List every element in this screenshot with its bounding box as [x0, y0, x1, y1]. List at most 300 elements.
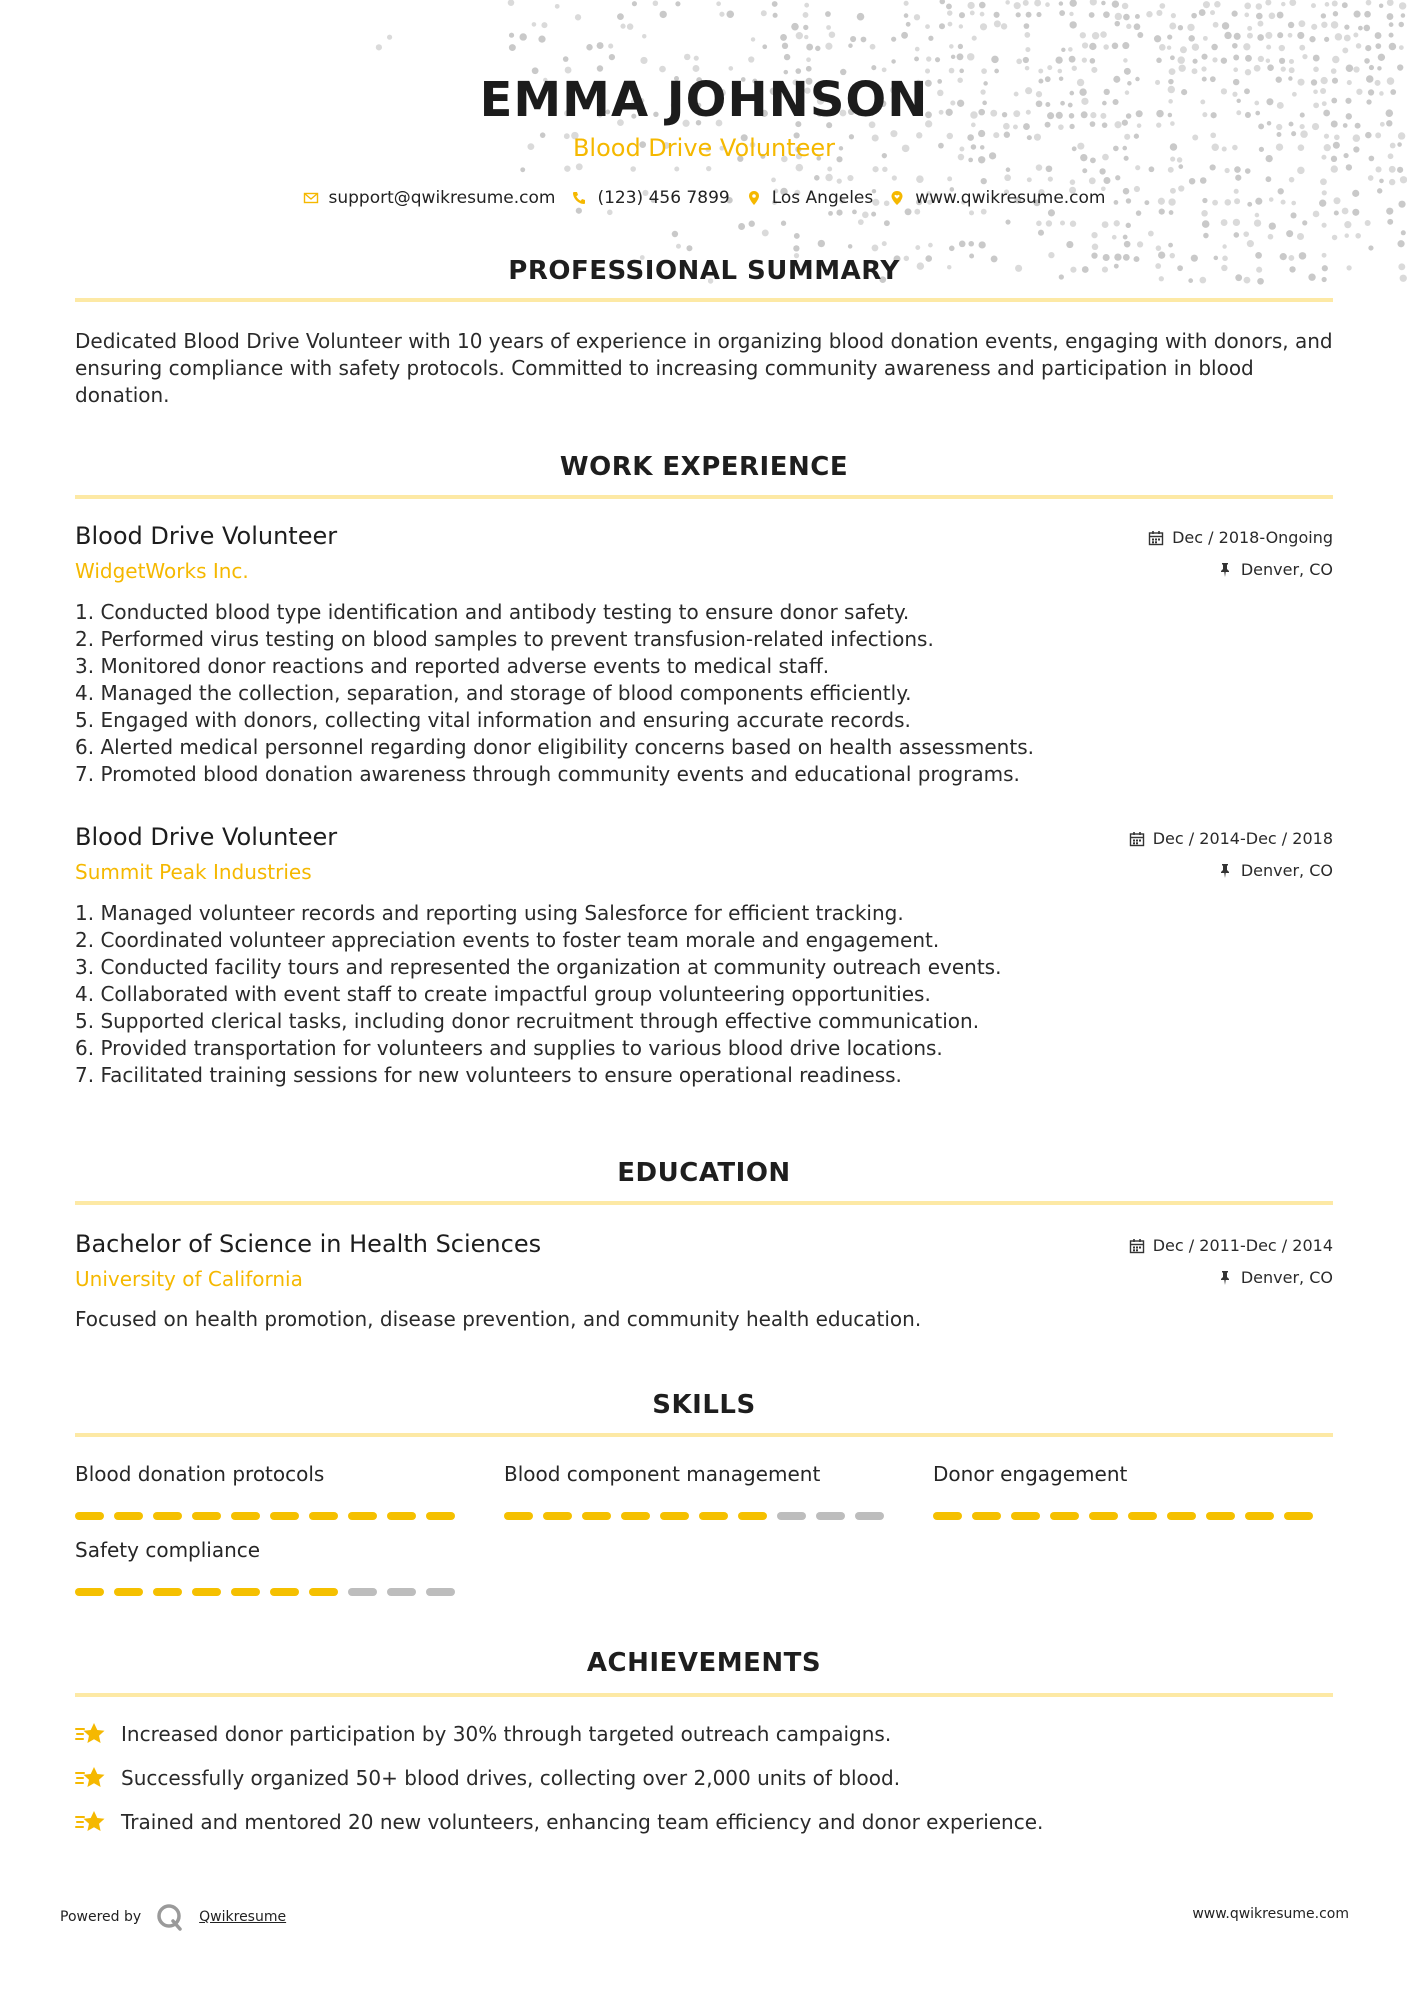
pattern-dot — [1379, 179, 1384, 184]
pattern-dot — [1232, 11, 1238, 17]
candidate-name: EMMA JOHNSON — [479, 72, 929, 128]
pattern-dot — [1156, 10, 1162, 16]
pattern-dot — [1346, 265, 1351, 270]
pattern-dot — [1398, 132, 1405, 139]
pattern-dot — [891, 37, 896, 42]
pattern-dot — [1302, 54, 1307, 59]
pattern-dot — [1400, 275, 1407, 282]
achievement-item — [75, 1720, 1333, 1748]
pattern-dot — [781, 221, 786, 226]
pattern-dot — [1397, 142, 1402, 147]
pattern-dot — [1202, 220, 1210, 228]
pattern-dot — [1309, 36, 1315, 42]
pattern-dot — [803, 25, 808, 30]
shooting-star-icon — [75, 1764, 107, 1792]
pattern-dot — [1366, 75, 1374, 83]
pattern-dot — [1321, 22, 1327, 28]
pattern-dot — [1159, 208, 1165, 214]
pattern-dot — [1026, 12, 1032, 18]
pattern-dot — [1397, 240, 1404, 247]
section-title-experience: WORK EXPERIENCE — [559, 452, 849, 482]
skill-segment — [231, 1512, 260, 1520]
pattern-dot — [857, 13, 865, 21]
pattern-dot — [508, 0, 515, 6]
pattern-dot — [884, 220, 890, 226]
pattern-dot — [1352, 209, 1359, 216]
pattern-dot — [793, 245, 799, 251]
pattern-dot — [1375, 43, 1381, 49]
pattern-dot — [1289, 177, 1295, 183]
pattern-dot — [519, 33, 526, 40]
section-divider — [75, 1201, 1333, 1205]
job-location-text: Denver, CO — [1240, 861, 1333, 880]
pattern-dot — [796, 164, 804, 172]
skill-segment — [75, 1588, 104, 1596]
pattern-dot — [1192, 43, 1199, 50]
pattern-dot — [1024, 23, 1030, 29]
skill-segment — [1128, 1512, 1157, 1520]
pattern-dot — [1387, 219, 1393, 225]
pattern-dot — [1247, 240, 1254, 247]
pattern-dot — [1114, 220, 1120, 226]
pattern-dot — [1025, 66, 1030, 71]
pattern-dot — [1167, 45, 1171, 49]
candidate-title: Blood Drive Volunteer — [572, 134, 836, 162]
pattern-dot — [1199, 9, 1206, 16]
pattern-dot — [1365, 132, 1371, 138]
pattern-dot — [1243, 231, 1249, 237]
pattern-dot — [1233, 219, 1240, 226]
pattern-dot — [1234, 33, 1241, 40]
pattern-dot — [1178, 164, 1183, 169]
pattern-dot — [1266, 176, 1272, 182]
pattern-dot — [1112, 235, 1117, 240]
job-location — [1217, 861, 1333, 880]
pattern-dot — [1379, 91, 1384, 96]
pattern-dot — [1389, 166, 1396, 173]
pattern-dot — [1388, 153, 1394, 159]
pattern-dot — [1048, 209, 1055, 216]
pattern-dot — [1103, 44, 1109, 50]
pattern-dot — [1016, 59, 1022, 65]
contact-bar — [75, 188, 1333, 208]
pattern-dot — [575, 14, 581, 20]
pattern-dot — [1045, 2, 1050, 7]
skill-segment — [387, 1588, 416, 1596]
pattern-dot — [1122, 42, 1129, 49]
qwikresume-link[interactable]: Qwikresume — [199, 1909, 287, 1925]
pattern-dot — [804, 3, 809, 8]
skill-segment — [348, 1588, 377, 1596]
pattern-dot — [949, 44, 954, 49]
pattern-dot — [1356, 43, 1362, 49]
skill-item — [75, 1538, 455, 1596]
pattern-dot — [1014, 2, 1021, 9]
skill-segment — [192, 1512, 221, 1520]
skill-segment — [153, 1588, 182, 1596]
pattern-dot — [1344, 24, 1349, 29]
education-location-text: Denver, CO — [1240, 1268, 1333, 1287]
pattern-dot — [1148, 231, 1154, 237]
pattern-dot — [1046, 165, 1053, 172]
pattern-dot — [1070, 179, 1076, 185]
pattern-dot — [1364, 11, 1371, 18]
pattern-dot — [1364, 58, 1370, 64]
summary-text: Dedicated Blood Drive Volunteer with 10 years of experience in organizing blood donation events, engaging with donors, and ensuring compliance with safety protocols. Committed to increasing community awareness and participation in blood donation. — [75, 329, 1333, 407]
skill-name: Blood component management — [504, 1462, 821, 1486]
pattern-dot — [948, 22, 953, 27]
pattern-dot — [1203, 36, 1208, 41]
pattern-dot — [939, 23, 945, 29]
pattern-dot — [915, 245, 920, 250]
pattern-dot — [1212, 57, 1217, 62]
pattern-dot — [1286, 230, 1293, 237]
pattern-dot — [1331, 165, 1338, 172]
pattern-dot — [1386, 109, 1394, 117]
pattern-dot — [1115, 13, 1122, 20]
contact-website[interactable] — [889, 188, 1105, 208]
pattern-dot — [728, 66, 733, 71]
skill-segment — [738, 1512, 767, 1520]
job-company: WidgetWorks Inc. — [75, 559, 249, 583]
pattern-dot — [772, 1, 778, 7]
pattern-dot — [1269, 222, 1276, 229]
pattern-dot — [782, 43, 788, 49]
pattern-dot — [959, 241, 966, 248]
pattern-dot — [1244, 13, 1249, 18]
pattern-dot — [1180, 46, 1187, 53]
skill-segment — [1050, 1512, 1079, 1520]
pattern-dot — [1005, 0, 1010, 5]
pattern-dot — [967, 2, 974, 9]
pattern-dot — [1366, 99, 1371, 104]
pattern-dot — [509, 44, 516, 51]
pattern-dot — [1221, 219, 1228, 226]
contact-email[interactable] — [303, 188, 556, 208]
pushpin-icon — [1217, 562, 1233, 578]
pattern-dot — [642, 34, 646, 38]
pattern-dot — [672, 231, 678, 237]
phone-icon — [571, 190, 587, 206]
pattern-dot — [1355, 123, 1361, 129]
pattern-dot — [1159, 3, 1165, 9]
list-item: 7. Promoted blood donation awareness through community events and educational programs. — [75, 762, 1020, 786]
pattern-dot — [694, 56, 699, 61]
pattern-dot — [738, 223, 745, 230]
pattern-dot — [959, 12, 965, 18]
pattern-dot — [901, 32, 908, 39]
pattern-dot — [1258, 21, 1264, 27]
pattern-dot — [1334, 210, 1339, 215]
pattern-dot — [1390, 89, 1396, 95]
skill-segment — [153, 1512, 182, 1520]
job-date-text: Dec / 2014-Dec / 2018 — [1152, 829, 1333, 848]
job-responsibilities — [75, 900, 1001, 1089]
pattern-dot — [916, 175, 924, 183]
pattern-dot — [1167, 34, 1172, 39]
pattern-dot — [796, 32, 803, 39]
section-divider — [75, 298, 1333, 302]
pattern-dot — [630, 166, 636, 172]
pattern-dot — [1027, 177, 1032, 182]
pattern-dot — [726, 10, 734, 18]
pattern-dot — [979, 2, 986, 9]
pattern-dot — [1353, 134, 1361, 142]
contact-phone[interactable] — [571, 188, 729, 208]
pattern-dot — [1324, 37, 1329, 42]
pattern-dot — [1345, 233, 1349, 237]
pattern-dot — [1091, 232, 1097, 238]
pattern-dot — [1222, 22, 1229, 29]
pattern-dot — [1214, 1, 1220, 7]
pattern-dot — [1366, 0, 1372, 5]
skill-segment — [972, 1512, 1001, 1520]
pattern-dot — [1399, 2, 1406, 9]
pattern-dot — [1375, 132, 1381, 138]
pattern-dot — [826, 25, 831, 30]
pattern-dot — [1159, 44, 1166, 51]
pattern-dot — [1353, 146, 1359, 152]
pattern-dot — [541, 22, 547, 28]
pattern-dot — [1122, 3, 1129, 10]
pattern-dot — [576, 208, 582, 214]
pattern-dot — [806, 57, 811, 62]
pattern-dot — [1171, 13, 1176, 18]
pattern-dot — [852, 210, 857, 215]
pattern-dot — [1169, 23, 1176, 30]
pattern-dot — [640, 57, 647, 64]
pattern-dot — [968, 241, 974, 247]
job-location-text: Denver, CO — [1240, 560, 1333, 579]
pattern-dot — [914, 14, 920, 20]
education-description: Focused on health promotion, disease prevention, and community health education. — [75, 1307, 922, 1331]
pattern-dot — [780, 34, 787, 41]
section-divider — [75, 495, 1333, 499]
pattern-dot — [576, 163, 583, 170]
pattern-dot — [1375, 32, 1382, 39]
pattern-dot — [1203, 1, 1210, 8]
pattern-dot — [1281, 2, 1286, 7]
pattern-dot — [597, 65, 603, 71]
skill-segment — [816, 1512, 845, 1520]
pattern-dot — [915, 47, 920, 52]
pattern-dot — [1313, 211, 1320, 218]
pattern-dot — [825, 174, 832, 181]
pattern-dot — [848, 244, 853, 249]
pattern-dot — [858, 219, 864, 225]
pattern-dot — [719, 12, 724, 17]
pattern-dot — [749, 221, 755, 227]
pattern-dot — [914, 57, 919, 62]
job-date — [1129, 829, 1333, 848]
pattern-dot — [848, 43, 853, 48]
pattern-dot — [1266, 58, 1270, 62]
pattern-dot — [1288, 22, 1294, 28]
pattern-dot — [1233, 55, 1239, 61]
pattern-dot — [1189, 178, 1196, 185]
pattern-dot — [1333, 11, 1338, 16]
calendar-icon — [1129, 1238, 1145, 1254]
pattern-dot — [1332, 56, 1339, 63]
pattern-dot — [1247, 26, 1252, 31]
pattern-dot — [762, 44, 767, 49]
pattern-dot — [620, 24, 625, 29]
pattern-dot — [925, 24, 930, 29]
pattern-dot — [804, 35, 808, 39]
pattern-dot — [1297, 32, 1304, 39]
pattern-dot — [1297, 233, 1304, 240]
pattern-dot — [1401, 13, 1406, 18]
job-role: Blood Drive Volunteer — [75, 522, 338, 550]
qwikresume-logo-icon — [155, 1902, 185, 1932]
pattern-dot — [771, 178, 776, 183]
pattern-dot — [1352, 190, 1359, 197]
footer-url[interactable]: www.qwikresume.com — [1192, 1906, 1349, 1922]
skill-segment — [1167, 1512, 1196, 1520]
list-item: 4. Managed the collection, separation, and storage of blood components efficiently. — [75, 681, 912, 705]
pattern-dot — [716, 1, 721, 6]
pattern-dot — [1364, 25, 1371, 32]
pattern-dot — [627, 23, 633, 29]
pattern-dot — [1101, 1, 1105, 5]
location-heart-icon — [889, 190, 905, 206]
pattern-dot — [1069, 12, 1073, 16]
achievement-item — [75, 1808, 1333, 1836]
pattern-dot — [814, 175, 820, 181]
pattern-dot — [653, 0, 659, 6]
pattern-dot — [1023, 0, 1029, 6]
pattern-dot — [1380, 122, 1385, 127]
pattern-dot — [1082, 168, 1087, 173]
pattern-dot — [1311, 3, 1316, 8]
pattern-dot — [1279, 45, 1285, 51]
pattern-dot — [980, 23, 987, 30]
pattern-dot — [1331, 21, 1338, 28]
pattern-dot — [597, 42, 604, 49]
pattern-dot — [674, 167, 679, 172]
pattern-dot — [1277, 12, 1284, 19]
pattern-dot — [1006, 167, 1011, 172]
pattern-dot — [1257, 34, 1264, 41]
education-school: University of California — [75, 1267, 303, 1291]
pattern-dot — [1046, 220, 1052, 226]
pattern-dot — [684, 54, 690, 60]
pattern-dot — [1082, 58, 1087, 63]
achievement-item — [75, 1764, 1333, 1792]
pattern-dot — [1398, 263, 1405, 270]
envelope-icon — [303, 190, 319, 206]
skill-segment — [348, 1512, 377, 1520]
pattern-dot — [1089, 12, 1095, 18]
pattern-dot — [1234, 166, 1241, 173]
job-date-text: Dec / 2018-Ongoing — [1172, 528, 1333, 547]
pattern-dot — [586, 44, 592, 50]
pattern-dot — [981, 178, 987, 184]
pattern-dot — [1168, 167, 1174, 173]
skill-segment — [231, 1588, 260, 1596]
skill-segment — [309, 1588, 338, 1596]
skill-segment — [660, 1512, 689, 1520]
pattern-dot — [1169, 210, 1174, 215]
pattern-dot — [1036, 12, 1041, 17]
skill-segment — [1206, 1512, 1235, 1520]
pattern-dot — [928, 243, 933, 248]
pattern-dot — [1268, 234, 1274, 240]
pattern-dot — [1156, 58, 1162, 64]
pattern-dot — [836, 210, 842, 216]
pattern-dot — [686, 245, 692, 251]
pattern-dot — [1201, 210, 1208, 217]
pattern-dot — [1254, 219, 1261, 226]
shooting-star-icon — [75, 1720, 107, 1748]
pattern-dot — [1288, 33, 1293, 38]
pattern-dot — [872, 245, 879, 252]
pattern-dot — [1060, 220, 1065, 225]
pattern-dot — [1090, 58, 1096, 64]
pattern-dot — [1048, 176, 1053, 181]
skill-segment — [75, 1512, 104, 1520]
list-item: 1. Conducted blood type identification and antibody testing to ensure donor safety. — [75, 600, 910, 624]
job-role: Blood Drive Volunteer — [75, 823, 338, 851]
pattern-dot — [1255, 213, 1260, 218]
pattern-dot — [1059, 10, 1065, 16]
pattern-dot — [1342, 208, 1349, 215]
pattern-dot — [1004, 174, 1011, 181]
skill-segment — [621, 1512, 650, 1520]
pattern-dot — [994, 20, 1001, 27]
skill-segment — [1089, 1512, 1118, 1520]
pattern-dot — [972, 36, 977, 41]
pattern-dot — [1001, 23, 1007, 29]
pattern-dot — [1070, 221, 1076, 227]
pattern-dot — [1365, 45, 1371, 51]
pattern-dot — [967, 53, 974, 60]
pattern-dot — [1100, 31, 1107, 38]
calendar-icon — [1129, 831, 1145, 847]
job-company: Summit Peak Industries — [75, 860, 312, 884]
pattern-dot — [660, 11, 667, 18]
list-item: 7. Facilitated training sessions for new volunteers to ensure operational readiness. — [75, 1063, 902, 1087]
pattern-dot — [905, 208, 912, 215]
pattern-dot — [837, 178, 842, 183]
pattern-dot — [1386, 208, 1393, 215]
pattern-dot — [1082, 42, 1088, 48]
pattern-dot — [1123, 58, 1128, 63]
pattern-dot — [1397, 64, 1403, 70]
pattern-dot — [532, 22, 537, 27]
pattern-dot — [564, 165, 570, 171]
pattern-dot — [1061, 48, 1065, 52]
pattern-dot — [387, 35, 392, 40]
pattern-dot — [1235, 175, 1241, 181]
pattern-dot — [1389, 43, 1397, 51]
pattern-dot — [1333, 142, 1340, 149]
skill-level-bar — [504, 1512, 884, 1520]
section-divider — [75, 1433, 1333, 1437]
skill-segment — [114, 1512, 143, 1520]
pattern-dot — [1123, 14, 1130, 21]
skill-segment — [699, 1512, 728, 1520]
pattern-dot — [1267, 64, 1274, 71]
pattern-dot — [1090, 0, 1097, 5]
pattern-dot — [1266, 45, 1271, 50]
pattern-dot — [1320, 178, 1327, 185]
pattern-dot — [617, 13, 624, 20]
pattern-dot — [914, 209, 920, 215]
pattern-dot — [1170, 55, 1175, 60]
pattern-dot — [1387, 77, 1395, 85]
pattern-dot — [1387, 0, 1394, 6]
